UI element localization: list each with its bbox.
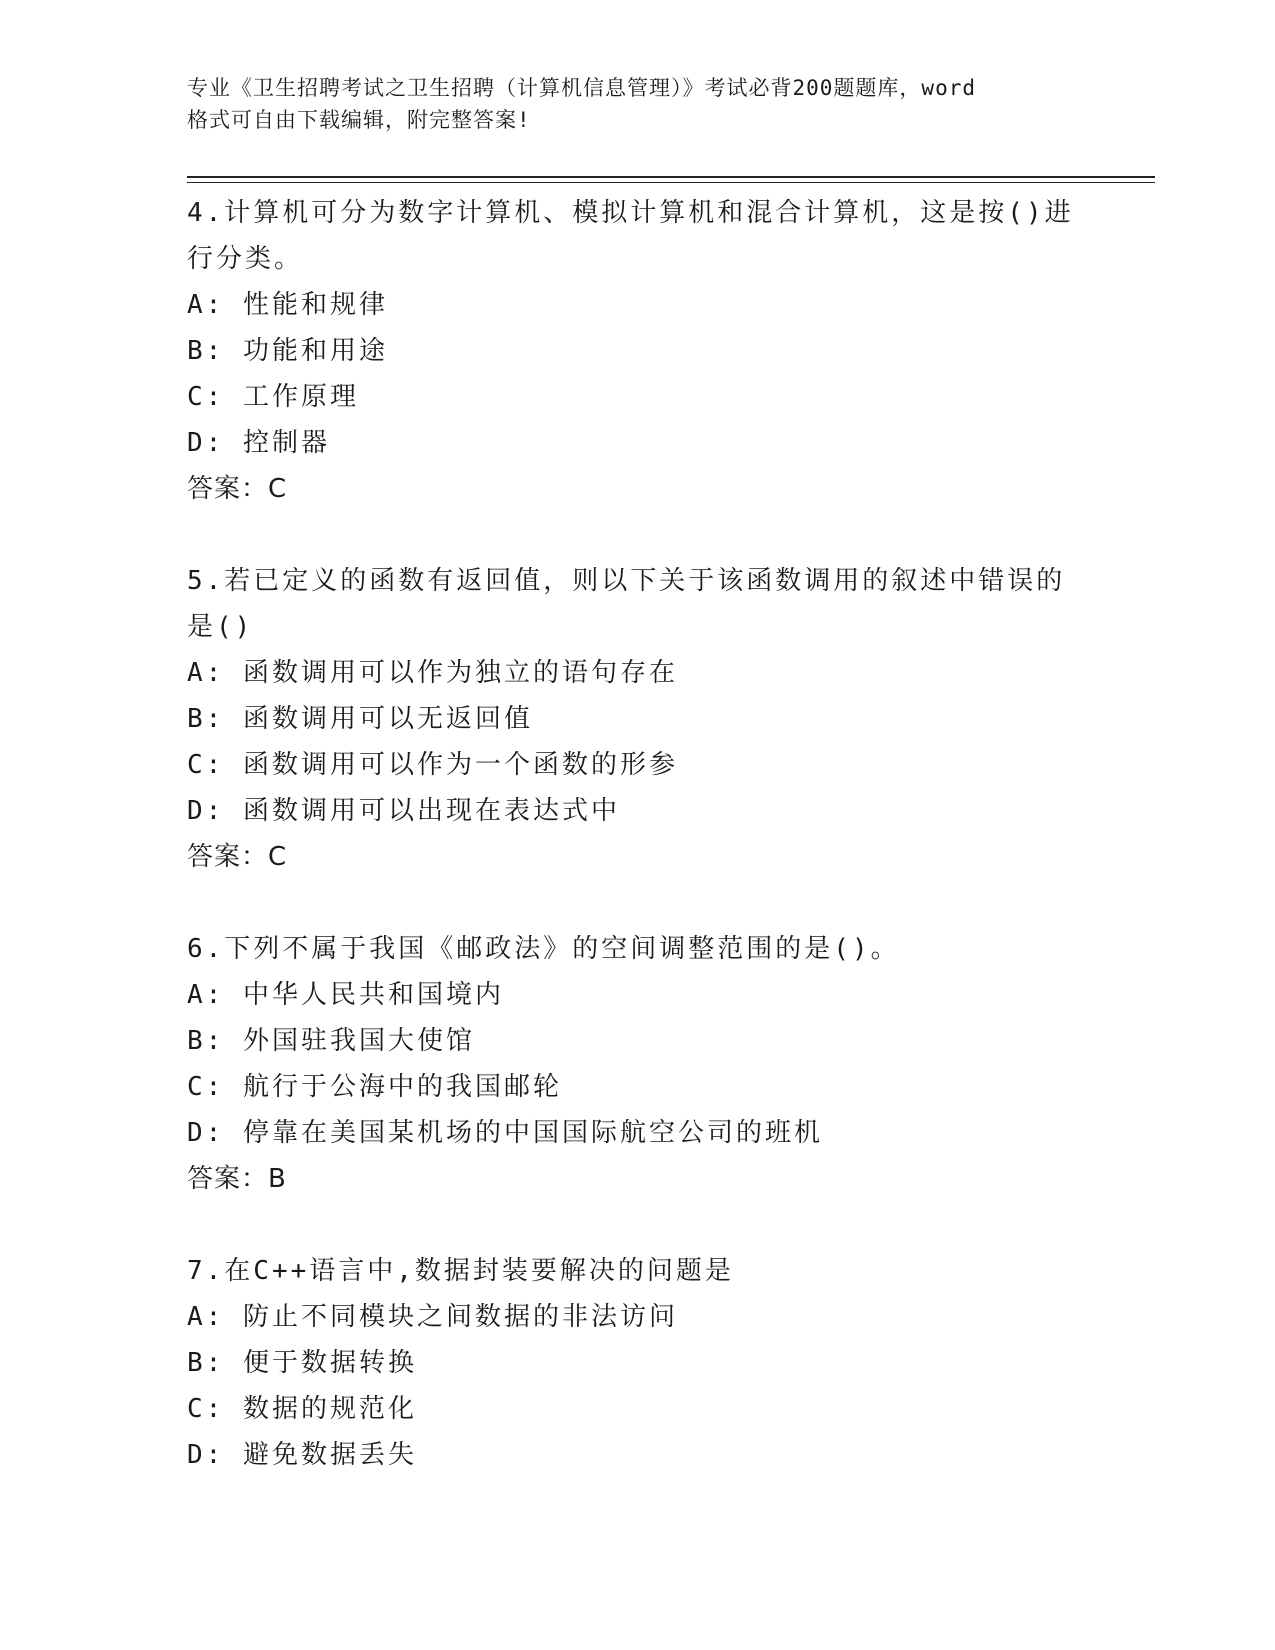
option-c: C: 航行于公海中的我国邮轮 (187, 1072, 562, 1102)
option-c: C: 工作原理 (187, 382, 359, 412)
answer-label: 答案：B (187, 1164, 287, 1194)
option-a: A: 防止不同模块之间数据的非法访问 (187, 1302, 678, 1332)
question-6 (187, 926, 1087, 1202)
option-a: A: 性能和规律 (187, 290, 388, 320)
question-list (187, 190, 1087, 1524)
option-b: B: 函数调用可以无返回值 (187, 704, 533, 734)
option-d: D: 停靠在美国某机场的中国国际航空公司的班机 (187, 1118, 823, 1148)
answer-label: 答案：C (187, 842, 288, 872)
header-title-line-2: 格式可自由下载编辑，附完整答案! (187, 108, 531, 132)
question-stem-continued: 行分类。 (187, 244, 304, 274)
option-a: A: 中华人民共和国境内 (187, 980, 504, 1010)
option-c: C: 函数调用可以作为一个函数的形参 (187, 750, 678, 780)
option-d: D: 控制器 (187, 428, 330, 458)
question-stem-continued: 是() (187, 612, 254, 642)
question-stem: 7.在C++语言中,数据封装要解决的问题是 (187, 1256, 734, 1286)
header-divider-thick (187, 176, 1155, 178)
document-header (187, 72, 1087, 136)
question-stem: 5.若已定义的函数有返回值，则以下关于该函数调用的叙述中错误的 (187, 566, 1066, 596)
header-title-line-1: 专业《卫生招聘考试之卫生招聘（计算机信息管理）》考试必背200题题库，word (187, 76, 976, 100)
question-4 (187, 190, 1087, 512)
answer-label: 答案：C (187, 474, 288, 504)
option-a: A: 函数调用可以作为独立的语句存在 (187, 658, 678, 688)
question-5 (187, 558, 1087, 880)
question-stem: 6.下列不属于我国《邮政法》的空间调整范围的是()。 (187, 934, 900, 964)
option-c: C: 数据的规范化 (187, 1394, 417, 1424)
option-b: B: 外国驻我国大使馆 (187, 1026, 475, 1056)
header-divider-thin (187, 182, 1155, 183)
option-d: D: 避免数据丢失 (187, 1440, 417, 1470)
question-7 (187, 1248, 1087, 1478)
question-stem: 4.计算机可分为数字计算机、模拟计算机和混合计算机，这是按()进 (187, 198, 1074, 228)
option-b: B: 便于数据转换 (187, 1348, 417, 1378)
option-d: D: 函数调用可以出现在表达式中 (187, 796, 620, 826)
option-b: B: 功能和用途 (187, 336, 388, 366)
